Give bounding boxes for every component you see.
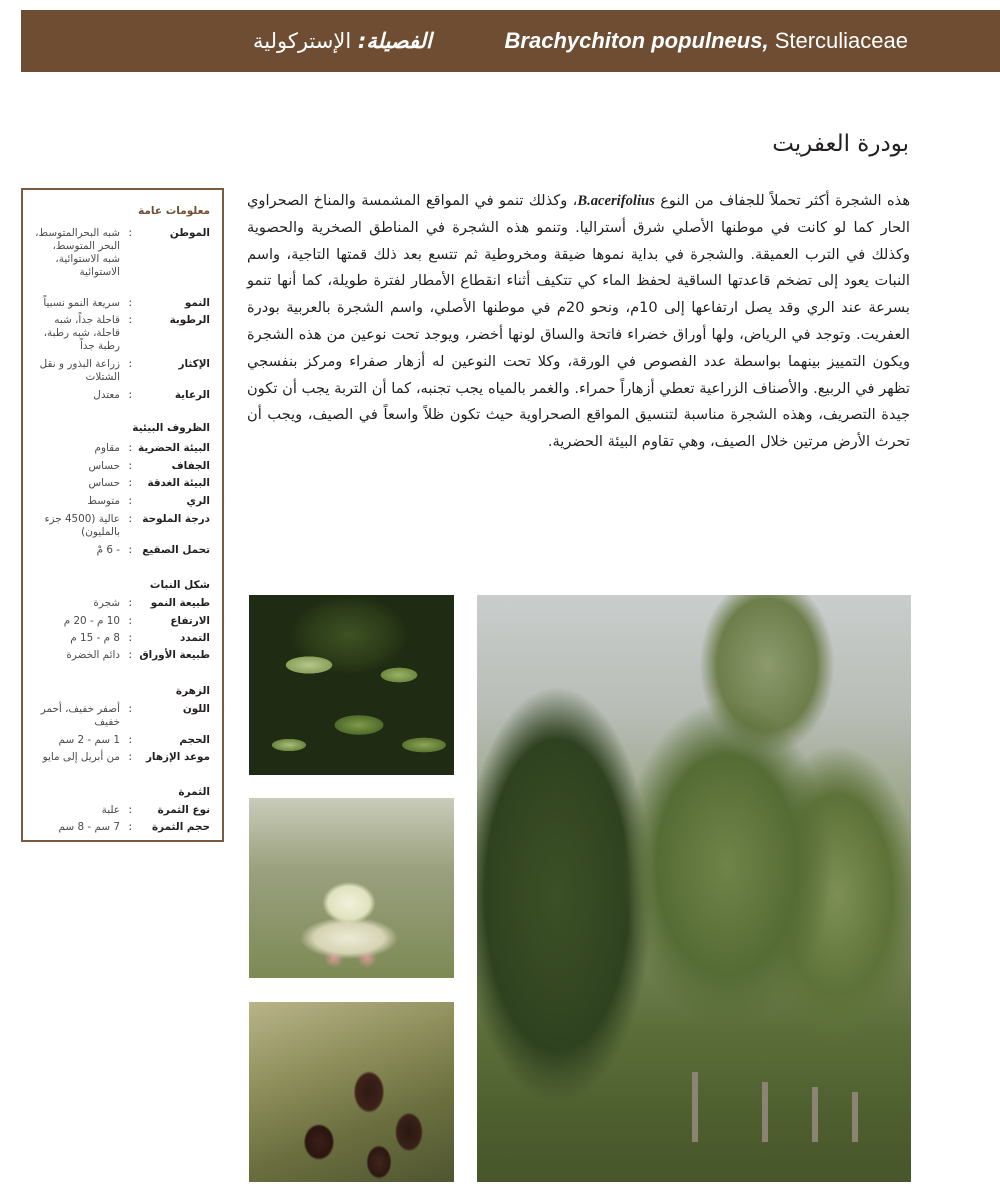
info-label: الارتفاع (170, 615, 210, 627)
info-colon: : (128, 358, 132, 370)
info-colon: : (128, 821, 132, 833)
info-colon: : (128, 513, 132, 525)
info-colon: : (128, 442, 132, 454)
info-colon: : (128, 477, 132, 489)
header-band (21, 10, 1000, 72)
body-part2: ، وكذلك تنمو في المواقع المشمسة والمناخ الصحراوي الحار كما لو كانت في موطنها الأصلي شرق أستراليا. وتنمو هذه الشجرة في المناطق الصخرية والحصوية وكذلك في الترب العميقة. والشجرة في بداية نموها ضيقة ومخروطية ثم تتسع بعد ذلك قمتها التاجية، واسم النبات يعود إلى تضخم قاعدتها الساقية لحفظ الماء كي تتكيف أثناء انقطاع الأمطار لفترة طويلة، كما أنها تنمو بسرعة عند الري وقد يصل ارتفاعها إلى 10م، ونحو 20م في موطنها الأصلي، واسم الشجرة بالعربية بودرة العفريت. وتوجد في الرياض، ولها أوراق خضراء فاتحة والساق لونها أخضر، ويوجد تحت نوعين من هذه الشجرة ويكون التمييز بينهما بواسطة عدد الفصوص في الورقة، وكلا تحت النوعين له أزهار صفراء ومركز بنفسجي تظهر في الربيع. والأصناف الزراعية تعطي أزهاراً حمراء. والغمر بالمياه يجب تجنبه، كما أن التربة يجب أن تكون جيدة التصريف، وهذه الشجرة مناسبة لتنسيق المواقع الصحراوية حيث تكون ظلاً واسعاً في الصيف، ويجب أن تحرث الأرض مرتين خلال الصيف، وهي تقاوم البيئة الحضرية. (247, 192, 910, 451)
family-arabic (253, 10, 432, 72)
tree-trunk (852, 1092, 858, 1142)
family-name-arabic: الإستركولية (253, 29, 352, 53)
info-colon: : (128, 297, 132, 309)
section-heading-environment: الظروف البيئية (132, 422, 210, 434)
tree-trunk (812, 1087, 818, 1142)
info-colon: : (128, 544, 132, 556)
info-label: حجم الثمرة (151, 821, 210, 833)
info-label: التمدد (179, 632, 210, 644)
info-colon: : (128, 314, 132, 326)
info-colon: : (128, 649, 132, 661)
flower-photo (249, 798, 454, 978)
info-label: موعد الإزهار (145, 751, 210, 763)
info-colon: : (128, 751, 132, 763)
species-name: Brachychiton populneus, (504, 28, 769, 53)
info-label: الموطن (169, 227, 210, 239)
info-label: الحجم (179, 734, 210, 746)
family-name: Sterculiaceae (774, 28, 908, 53)
info-value: 7 سم - 8 سم (58, 821, 120, 833)
info-label: الجفاف (171, 460, 210, 472)
info-colon: : (128, 615, 132, 627)
leaves-photo (249, 595, 454, 775)
species-heading (505, 10, 908, 72)
info-value: مقاوم (94, 442, 120, 454)
info-label: الرعاية (174, 389, 210, 401)
info-value: علبة (101, 804, 120, 816)
info-colon: : (128, 703, 132, 715)
info-colon: : (128, 460, 132, 472)
info-label: البيئة الحضرية (138, 442, 210, 454)
info-value: - 6 مْ (96, 544, 120, 556)
family-label: الفصيلة: (357, 29, 432, 53)
info-value: قاحلة جداً، شبه قاحلة، شبه رطبة، رطبة جداً (43, 314, 120, 352)
info-value: 10 م - 20 م (63, 615, 120, 627)
info-value: 1 سم - 2 سم (58, 734, 120, 746)
info-value: عالية (4500 جزء بالمليون) (44, 513, 120, 538)
section-heading-fruit: الثمرة (178, 786, 210, 798)
section-heading-general: معلومات عامة (138, 205, 210, 217)
info-label: درجة الملوحة (142, 513, 210, 525)
info-label: الإكثار (178, 358, 210, 370)
info-colon: : (128, 804, 132, 816)
info-value: شبه البحرالمتوسط، البحر المتوسط، شبه الاستوائية، الاستوائية (35, 227, 120, 278)
info-colon: : (128, 227, 132, 239)
body-part1: هذه الشجرة أكثر تحملاً للجفاف من النوع (660, 192, 911, 209)
info-value: من أبريل إلى مايو (42, 751, 120, 763)
info-colon: : (128, 597, 132, 609)
info-value: معتدل (93, 389, 120, 401)
description-paragraph (247, 188, 910, 456)
info-value: متوسط (87, 495, 120, 507)
section-heading-plant-shape: شكل النبات (149, 579, 210, 591)
info-colon: : (128, 389, 132, 401)
info-colon: : (128, 734, 132, 746)
info-label: البيئة الغدقة (147, 477, 210, 489)
info-colon: : (128, 495, 132, 507)
tree-trunk (692, 1072, 698, 1142)
info-value: زراعة البذور و نقل الشتلات (39, 358, 120, 383)
info-value: حساس (88, 477, 120, 489)
info-label: الرطوبة (169, 314, 210, 326)
info-value: شجرة (93, 597, 120, 609)
info-label: النمو (184, 297, 210, 309)
page-title: بودرة العفريت (772, 131, 909, 157)
info-sidebar (21, 188, 224, 842)
tree-trunk (762, 1082, 768, 1142)
info-colon: : (128, 632, 132, 644)
info-value: أصفر خفيف، أحمر خفيف (40, 703, 120, 728)
info-value: دائم الخضرة (66, 649, 120, 661)
info-label: اللون (182, 703, 210, 715)
info-value: سريعة النمو نسبياً (43, 297, 120, 309)
tree-photo (477, 595, 911, 1182)
section-heading-flower: الزهرة (175, 685, 210, 697)
info-value: 8 م - 15 م (70, 632, 120, 644)
seed-pods-photo (249, 1002, 454, 1182)
species-reference: B.acerifolius (577, 193, 655, 209)
info-label: تحمل الصقيع (142, 544, 210, 556)
info-label: طبيعة الأوراق (139, 649, 210, 661)
info-value: حساس (88, 460, 120, 472)
info-label: الري (186, 495, 210, 507)
info-label: طبيعة النمو (150, 597, 210, 609)
info-label: نوع الثمرة (157, 804, 210, 816)
